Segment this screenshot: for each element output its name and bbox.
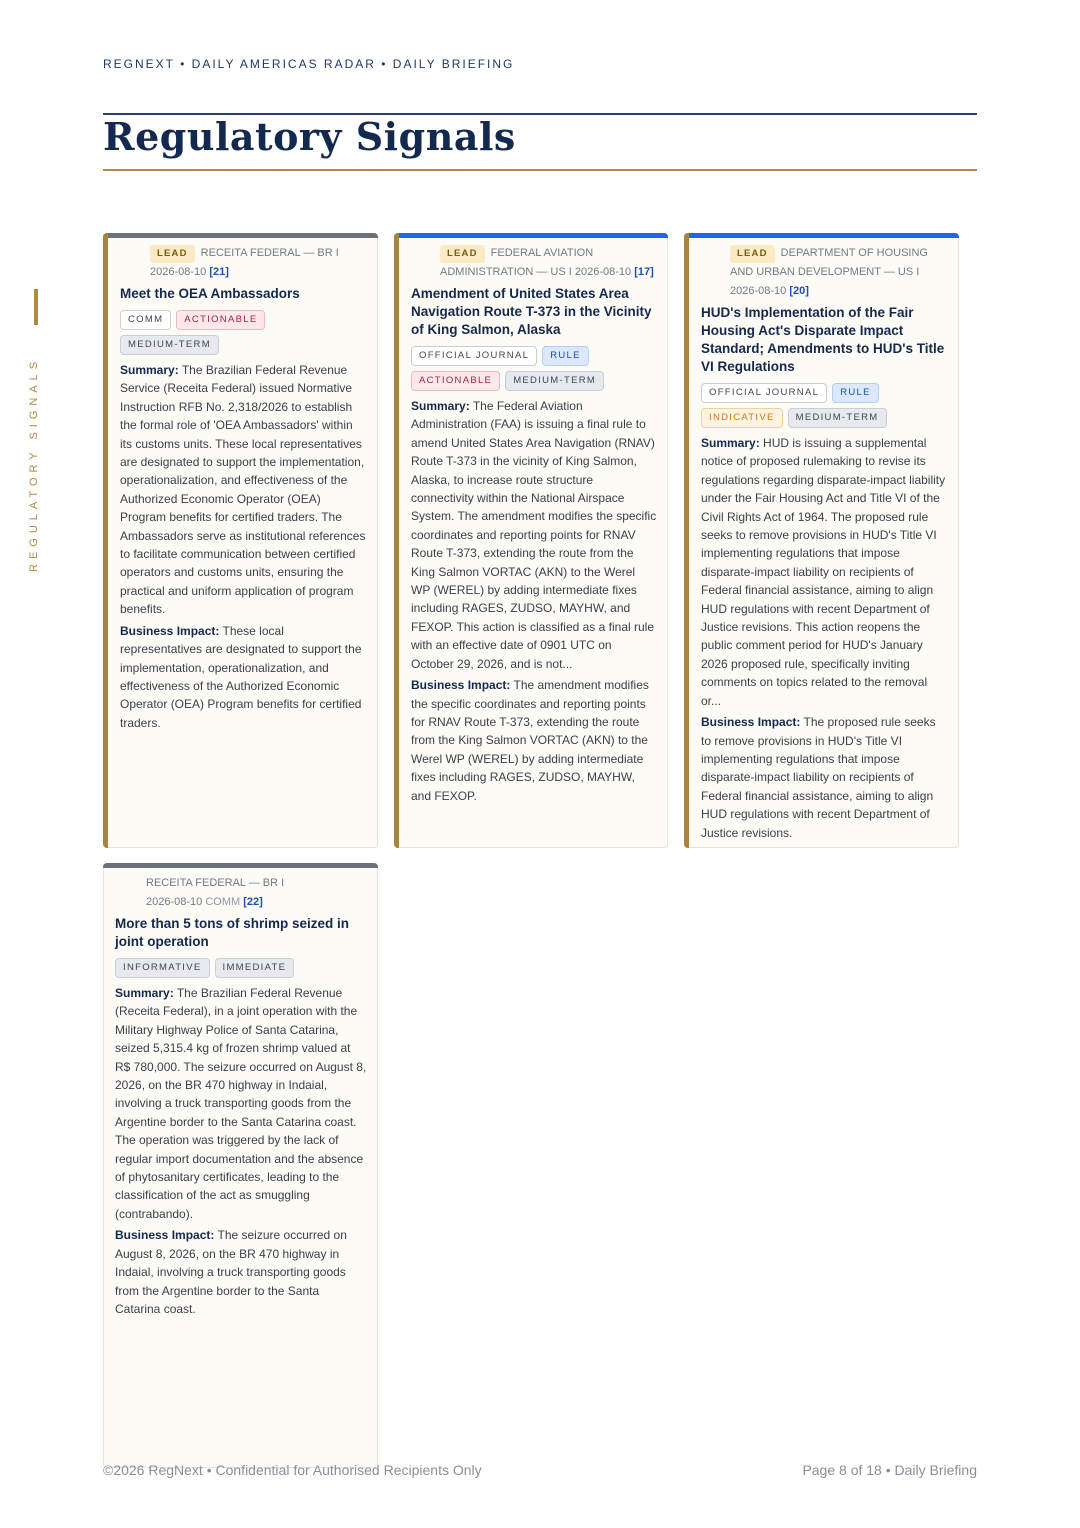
tag-official-journal: OFFICIAL JOURNAL (411, 346, 537, 366)
card-business-impact: Business Impact: The amendment modifies the specific coordinates and reporting points for RNAV Route T-373, extending the route from the King Salmon VORTAC (AKN) to the Werel WP (WEREL) by adding intermediate fixes including RAGES, ZUDSO, MAYHW, and FEXOP. (411, 678, 649, 803)
header-breadcrumb: REGNEXT • DAILY AMERICAS RADAR • DAILY BRIEFING (103, 57, 515, 71)
tag-rule: RULE (832, 383, 879, 403)
tag-official-journal: OFFICIAL JOURNAL (701, 383, 827, 403)
card-title[interactable]: Meet the OEA Ambassadors (120, 286, 300, 301)
signal-card[interactable] (684, 233, 959, 848)
card-accent-top (103, 233, 378, 238)
side-accent-bar (34, 289, 38, 325)
card-business-impact: Business Impact: The seizure occurred on August 8, 2026, on the BR 470 highway in Indaial, involving a truck transporting goods from the Argentine border to the Santa Catarina coast. (115, 1228, 347, 1316)
tag-immediate: IMMEDIATE (215, 958, 295, 978)
card-source: RECEITA FEDERAL — BR I (200, 247, 339, 259)
card-summary: Summary: The Brazilian Federal Revenue Service (Receita Federal) issued Normative Instruction RFB No. 2,318/2026 to establish the formal role of 'OEA Ambassadors' within its customs units. These local representatives are designated to support the implementation, operationalization, and effectiveness of the Authorized Economic Operator (OEA) Program benefits for certified traders. The Ambassadors serve as institutional references to facilitate communication between certified operators and customs units, ensuring the practical and uniform application of program benefits. (120, 363, 366, 617)
tag-indicative: INDICATIVE (701, 408, 783, 428)
card-accent-left (103, 233, 108, 848)
card-date: 2026-08-10 (574, 266, 632, 278)
card-title[interactable]: Amendment of United States Area Navigation Route T-373 in the Vicinity of King Salmon, Alaska (411, 286, 652, 337)
lead-badge: LEAD (440, 245, 485, 263)
card-reference-link[interactable]: [20] (789, 285, 809, 297)
tag-list (411, 345, 657, 395)
card-accent-top (684, 233, 959, 238)
footer-copyright: ©2026 RegNext • Confidential for Authorised Recipients Only (103, 1462, 482, 1478)
tag-medium-term: MEDIUM-TERM (120, 335, 219, 355)
card-date: 2026-08-10 (150, 266, 207, 278)
signal-card[interactable] (103, 863, 378, 1468)
tag-list (120, 309, 367, 359)
tag-medium-term: MEDIUM-TERM (505, 371, 604, 391)
card-reference-link[interactable]: [22] (243, 896, 263, 908)
card-accent-left (684, 233, 689, 848)
tag-list (115, 957, 367, 982)
lead-badge: LEAD (730, 245, 775, 263)
card-accent-left (394, 233, 399, 848)
lead-badge: LEAD (150, 245, 195, 263)
tag-comm: COMM (120, 310, 171, 330)
card-reference-link[interactable]: [21] (209, 266, 229, 278)
card-date: 2026-08-10 (730, 285, 787, 297)
card-title[interactable]: HUD's Implementation of the Fair Housing Act's Disparate Impact Standard; Amendments to HUD's Title VI Regulations (701, 305, 945, 374)
tag-informative: INFORMATIVE (115, 958, 210, 978)
page-title: Regulatory Signals (103, 114, 516, 159)
tag-list (701, 382, 948, 432)
tag-actionable: ACTIONABLE (411, 371, 500, 391)
side-section-label: REGULATORY SIGNALS (28, 356, 40, 572)
card-title[interactable]: More than 5 tons of shrimp seized in joint operation (115, 916, 350, 949)
card-accent-top (394, 233, 668, 238)
card-business-impact: Business Impact: These local representatives are designated to support the implementation, operationalization, and effectiveness of the Authorized Economic Operator (OEA) Program benefits for certified traders. (120, 623, 362, 730)
title-rule-bottom (103, 169, 977, 171)
card-accent-top (103, 863, 378, 868)
tag-medium-term: MEDIUM-TERM (788, 408, 887, 428)
card-source: RECEITA FEDERAL — BR I (146, 877, 285, 889)
footer-page-number: Page 8 of 18 • Daily Briefing (802, 1462, 977, 1478)
card-summary: Summary: The Federal Aviation Administration (FAA) is issuing a final rule to amend United States Area Navigation (RNAV) Route T-373 in the vicinity of King Salmon, Alaska, to increase route structure connectivity within the National Airspace System. The amendment modifies the specific coordinates and reporting points for RNAV Route T-373, extending the route from the King Salmon VORTAC (AKN) to the Werel WP (WEREL) by adding intermediate fixes including RAGES, ZUDSO, MAYHW, and FEXOP. This action is classified as a final rule with an effective date of 0901 UTC on October 29, 2026, and is not... (411, 399, 657, 671)
signal-card[interactable] (394, 233, 668, 848)
card-source: DEPARTMENT OF HOUSING AND URBAN DEVELOPMENT — US I (730, 247, 928, 278)
card-business-impact: Business Impact: The proposed rule seeks to remove provisions in HUD's Title VI implementing regulations that impose disparate-impact liability on recipients of Federal financial assistance, aiming to align HUD regulations with recent Department of Justice revisions. (701, 715, 936, 840)
tag-actionable: ACTIONABLE (176, 310, 265, 330)
signal-card[interactable] (103, 233, 378, 848)
card-summary: Summary: HUD is issuing a supplemental notice of proposed rulemaking to revise its regulations regarding disparate-impact liability under the Fair Housing Act and Title VI of the Civil Rights Act of 1964. The proposed rule seeks to remove provisions in HUD's Title VI implementing regulations that impose disparate-impact liability on recipients of Federal financial assistance, aiming to align HUD regulations with recent Department of Justice revisions. This action reopens the public comment period for HUD's January 2026 proposed rule, specifically inviting comments on topics related to the removal or... (701, 436, 946, 708)
card-type: COMM (205, 896, 241, 908)
card-source: FEDERAL AVIATION ADMINISTRATION — US I (440, 247, 594, 278)
card-summary: Summary: The Brazilian Federal Revenue (Receita Federal), in a joint operation with the Military Highway Police of Santa Catarina, seized 5,315.4 kg of frozen shrimp valued at R$ 780,000. The seizure occurred on August 8, 2026, on the BR 470 highway in Indaial, involving a truck transporting goods from the Argentine border to the Santa Catarina coast. The operation was triggered by the lack of regular import documentation and the absence of phytosanitary certificates, leading to the classification of the act as smuggling (contrabando). (115, 986, 367, 1221)
tag-rule: RULE (542, 346, 589, 366)
card-date: 2026-08-10 (146, 896, 203, 908)
card-reference-link[interactable]: [17] (634, 266, 654, 278)
